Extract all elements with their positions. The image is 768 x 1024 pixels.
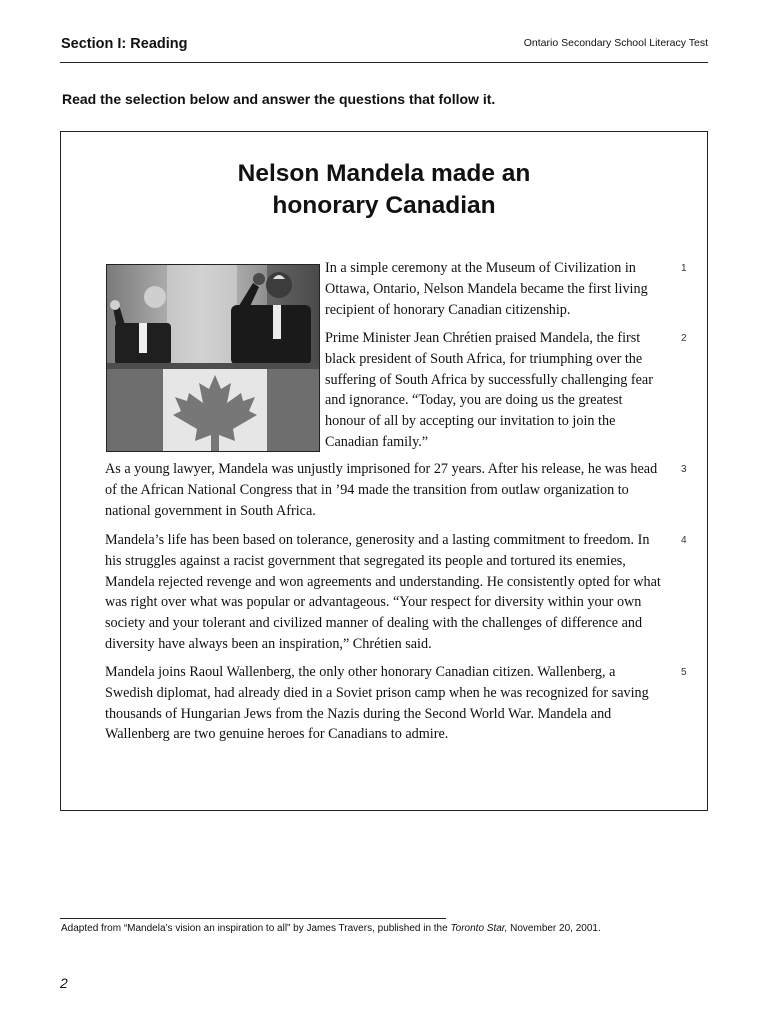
paragraph-5: Mandela joins Raoul Wallenberg, the only other honorary Canadian citizen. Wallenberg, a Swedish diplomat, had already died in a Soviet prison camp when he was recognized for saving thousands of Hungarian Jews from the Nazis during the Second World War. Mandela and Wallenberg are two genuine heroes for Canadians to admire. <box>105 664 649 743</box>
paragraph-3: As a young lawyer, Mandela was unjustly imprisoned for 27 years. After his release, he was head of the African National Congress that in ’94 made the transition from outlaw organization to national government in South Africa. <box>105 461 658 519</box>
citation-prefix: Adapted from “Mandela’s vision an inspiration to all” by James Travers, published in the <box>61 923 451 934</box>
paragraph-number-2: 2 <box>681 333 687 344</box>
reading-instructions: Read the selection below and answer the questions that follow it. <box>62 91 496 107</box>
citation-publication: Toronto Star, <box>450 923 508 934</box>
paragraph-1: In a simple ceremony at the Museum of Civilization in Ottawa, Ontario, Nelson Mandela became the first living recipient of honorary Canadian citizenship. <box>325 260 648 318</box>
header-divider <box>60 62 708 63</box>
section-title: Section I: Reading <box>61 36 188 52</box>
page-number: 2 <box>60 975 68 991</box>
paragraph-number-4: 4 <box>681 535 687 546</box>
article-box <box>60 131 708 811</box>
ceremony-photo <box>106 264 320 452</box>
paragraph-number-5: 5 <box>681 667 687 678</box>
article-title <box>61 158 707 222</box>
article-title-line-1: Nelson Mandela made an <box>237 160 531 187</box>
paragraph-4: Mandela’s life has been based on tolerance, generosity and a lasting commitment to freedom. In his struggles against a racist government that segregated its people and tortured its enemies, Mandela rejected revenge and won agreements and understanding. He consistently opted for what was right over what was popular or advantageous. “Your respect for diversity within your own society and your tolerant and civilized manner of dealing with the challenges of difference and diversity have always been an inspiration,” Chrétien said. <box>105 532 661 652</box>
source-citation <box>61 923 601 934</box>
paragraph-number-3: 3 <box>681 464 687 475</box>
footnote-divider <box>60 918 446 919</box>
test-name: Ontario Secondary School Literacy Test <box>523 37 708 49</box>
paragraph-2: Prime Minister Jean Chrétien praised Mandela, the first black president of South Africa, for triumphing over the suffering of South Africa by successfully challenging fear and ignorance. “Today, you are doing us the greatest honour of all by accepting our invitation to join the Canadian family.” <box>325 330 653 450</box>
citation-suffix: November 20, 2001. <box>507 923 601 934</box>
article-title-line-2: honorary Canadian <box>272 192 496 219</box>
paragraph-number-1: 1 <box>681 263 687 274</box>
